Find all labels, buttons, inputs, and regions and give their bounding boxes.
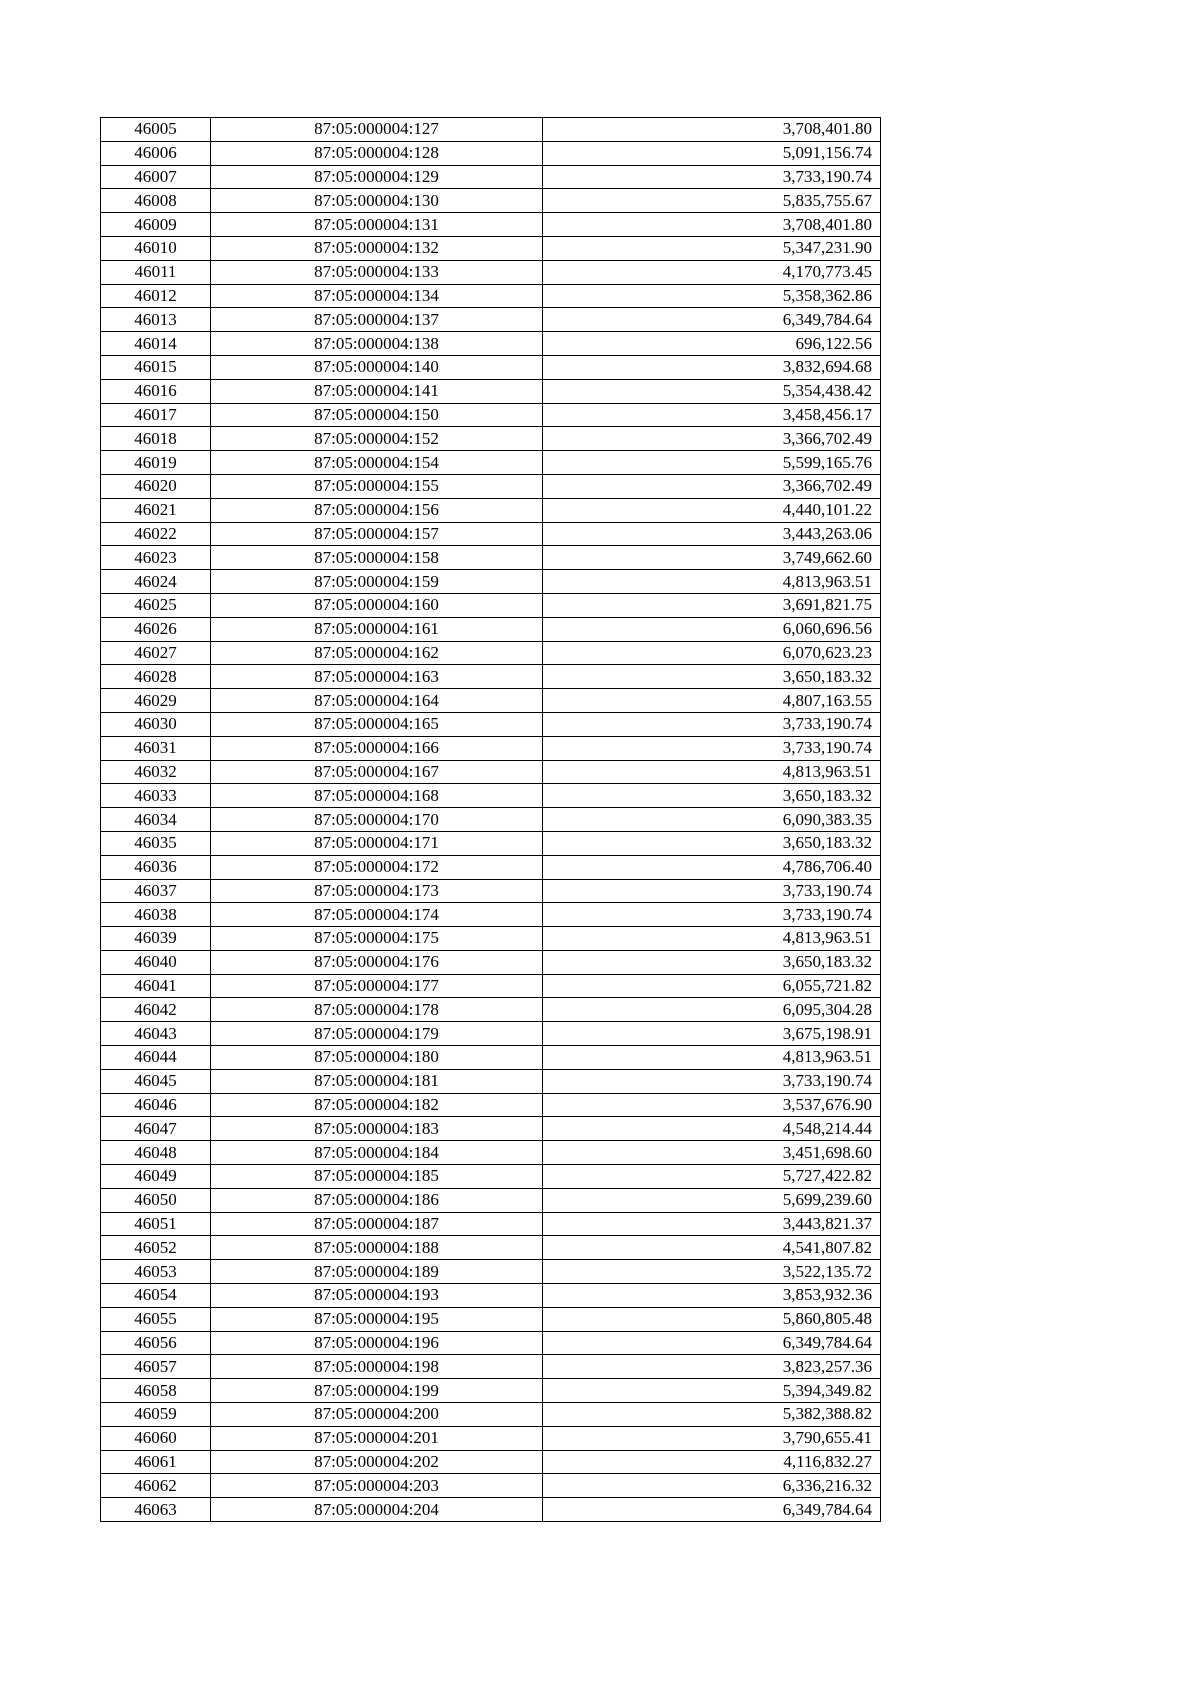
table-row	[101, 1379, 881, 1403]
cadastral-number-cell: 87:05:000004:150	[211, 403, 543, 427]
cadastral-number-cell: 87:05:000004:173	[211, 879, 543, 903]
table-row	[101, 1022, 881, 1046]
row-number-cell: 46032	[101, 760, 211, 784]
cadastral-number-cell: 87:05:000004:166	[211, 736, 543, 760]
row-number-cell: 46017	[101, 403, 211, 427]
cadastral-number-cell: 87:05:000004:163	[211, 665, 543, 689]
table-row	[101, 570, 881, 594]
value-cell: 5,358,362.86	[543, 284, 881, 308]
cadastral-number-cell: 87:05:000004:152	[211, 427, 543, 451]
row-number-cell: 46049	[101, 1165, 211, 1189]
table-row	[101, 736, 881, 760]
value-cell: 6,349,784.64	[543, 308, 881, 332]
row-number-cell: 46036	[101, 855, 211, 879]
table-row	[101, 879, 881, 903]
row-number-cell: 46052	[101, 1236, 211, 1260]
cadastral-number-cell: 87:05:000004:177	[211, 974, 543, 998]
value-cell: 3,749,662.60	[543, 546, 881, 570]
cadastral-number-cell: 87:05:000004:171	[211, 831, 543, 855]
cadastral-number-cell: 87:05:000004:129	[211, 165, 543, 189]
cadastral-number-cell: 87:05:000004:158	[211, 546, 543, 570]
cadastral-number-cell: 87:05:000004:199	[211, 1379, 543, 1403]
table-body	[101, 118, 881, 1522]
cadastral-number-cell: 87:05:000004:131	[211, 213, 543, 237]
table-row	[101, 665, 881, 689]
cadastral-number-cell: 87:05:000004:141	[211, 379, 543, 403]
row-number-cell: 46058	[101, 1379, 211, 1403]
table-row	[101, 427, 881, 451]
cadastral-number-cell: 87:05:000004:185	[211, 1165, 543, 1189]
row-number-cell: 46059	[101, 1403, 211, 1427]
row-number-cell: 46030	[101, 712, 211, 736]
cadastral-number-cell: 87:05:000004:167	[211, 760, 543, 784]
value-cell: 5,835,755.67	[543, 189, 881, 213]
table-row	[101, 1307, 881, 1331]
value-cell: 6,070,623.23	[543, 641, 881, 665]
table-row	[101, 1426, 881, 1450]
row-number-cell: 46034	[101, 808, 211, 832]
value-cell: 3,832,694.68	[543, 355, 881, 379]
table-row	[101, 474, 881, 498]
value-cell: 6,055,721.82	[543, 974, 881, 998]
cadastral-number-cell: 87:05:000004:193	[211, 1284, 543, 1308]
value-cell: 3,853,932.36	[543, 1284, 881, 1308]
row-number-cell: 46039	[101, 927, 211, 951]
value-cell: 6,349,784.64	[543, 1331, 881, 1355]
cadastral-number-cell: 87:05:000004:155	[211, 474, 543, 498]
row-number-cell: 46010	[101, 236, 211, 260]
row-number-cell: 46051	[101, 1212, 211, 1236]
value-cell: 3,733,190.74	[543, 736, 881, 760]
row-number-cell: 46016	[101, 379, 211, 403]
cadastral-number-cell: 87:05:000004:176	[211, 950, 543, 974]
table-row	[101, 1331, 881, 1355]
value-cell: 696,122.56	[543, 332, 881, 356]
table-row	[101, 950, 881, 974]
value-cell: 3,823,257.36	[543, 1355, 881, 1379]
value-cell: 6,095,304.28	[543, 998, 881, 1022]
row-number-cell: 46045	[101, 1069, 211, 1093]
cadastral-number-cell: 87:05:000004:172	[211, 855, 543, 879]
table-row	[101, 355, 881, 379]
value-cell: 5,599,165.76	[543, 451, 881, 475]
value-cell: 3,443,821.37	[543, 1212, 881, 1236]
value-cell: 6,349,784.64	[543, 1498, 881, 1522]
cadastral-number-cell: 87:05:000004:160	[211, 593, 543, 617]
table-row	[101, 1069, 881, 1093]
table-row	[101, 403, 881, 427]
table-row	[101, 118, 881, 142]
table-row	[101, 236, 881, 260]
table-row	[101, 141, 881, 165]
table-row	[101, 332, 881, 356]
table-row	[101, 546, 881, 570]
cadastral-number-cell: 87:05:000004:174	[211, 903, 543, 927]
table-row	[101, 1212, 881, 1236]
table-row	[101, 1355, 881, 1379]
row-number-cell: 46050	[101, 1188, 211, 1212]
value-cell: 3,733,190.74	[543, 1069, 881, 1093]
cadastral-number-cell: 87:05:000004:168	[211, 784, 543, 808]
cadastral-number-cell: 87:05:000004:180	[211, 1046, 543, 1070]
cadastral-value-table	[100, 117, 881, 1522]
row-number-cell: 46006	[101, 141, 211, 165]
table-row	[101, 1260, 881, 1284]
cadastral-number-cell: 87:05:000004:179	[211, 1022, 543, 1046]
value-cell: 3,691,821.75	[543, 593, 881, 617]
table-row	[101, 903, 881, 927]
table-row	[101, 213, 881, 237]
value-cell: 6,090,383.35	[543, 808, 881, 832]
value-cell: 4,786,706.40	[543, 855, 881, 879]
cadastral-number-cell: 87:05:000004:178	[211, 998, 543, 1022]
cadastral-number-cell: 87:05:000004:132	[211, 236, 543, 260]
cadastral-number-cell: 87:05:000004:162	[211, 641, 543, 665]
row-number-cell: 46037	[101, 879, 211, 903]
value-cell: 3,650,183.32	[543, 831, 881, 855]
value-cell: 3,458,456.17	[543, 403, 881, 427]
value-cell: 3,733,190.74	[543, 712, 881, 736]
row-number-cell: 46031	[101, 736, 211, 760]
table-row	[101, 284, 881, 308]
value-cell: 4,813,963.51	[543, 927, 881, 951]
value-cell: 3,708,401.80	[543, 118, 881, 142]
row-number-cell: 46038	[101, 903, 211, 927]
table-row	[101, 998, 881, 1022]
cadastral-number-cell: 87:05:000004:175	[211, 927, 543, 951]
row-number-cell: 46054	[101, 1284, 211, 1308]
value-cell: 4,116,832.27	[543, 1450, 881, 1474]
row-number-cell: 46056	[101, 1331, 211, 1355]
cadastral-number-cell: 87:05:000004:130	[211, 189, 543, 213]
cadastral-number-cell: 87:05:000004:134	[211, 284, 543, 308]
cadastral-number-cell: 87:05:000004:154	[211, 451, 543, 475]
row-number-cell: 46018	[101, 427, 211, 451]
value-cell: 4,813,963.51	[543, 1046, 881, 1070]
cadastral-number-cell: 87:05:000004:164	[211, 689, 543, 713]
cadastral-number-cell: 87:05:000004:181	[211, 1069, 543, 1093]
value-cell: 3,790,655.41	[543, 1426, 881, 1450]
cadastral-number-cell: 87:05:000004:183	[211, 1117, 543, 1141]
value-cell: 3,650,183.32	[543, 784, 881, 808]
row-number-cell: 46019	[101, 451, 211, 475]
row-number-cell: 46042	[101, 998, 211, 1022]
row-number-cell: 46043	[101, 1022, 211, 1046]
table-row	[101, 451, 881, 475]
table-row	[101, 808, 881, 832]
value-cell: 3,522,135.72	[543, 1260, 881, 1284]
value-cell: 4,440,101.22	[543, 498, 881, 522]
table-row	[101, 379, 881, 403]
table-row	[101, 1403, 881, 1427]
row-number-cell: 46057	[101, 1355, 211, 1379]
value-cell: 6,336,216.32	[543, 1474, 881, 1498]
cadastral-number-cell: 87:05:000004:159	[211, 570, 543, 594]
value-cell: 3,650,183.32	[543, 665, 881, 689]
table-row	[101, 689, 881, 713]
value-cell: 3,366,702.49	[543, 427, 881, 451]
row-number-cell: 46005	[101, 118, 211, 142]
cadastral-number-cell: 87:05:000004:187	[211, 1212, 543, 1236]
value-cell: 5,091,156.74	[543, 141, 881, 165]
cadastral-number-cell: 87:05:000004:203	[211, 1474, 543, 1498]
row-number-cell: 46040	[101, 950, 211, 974]
row-number-cell: 46021	[101, 498, 211, 522]
row-number-cell: 46014	[101, 332, 211, 356]
cadastral-number-cell: 87:05:000004:195	[211, 1307, 543, 1331]
row-number-cell: 46035	[101, 831, 211, 855]
cadastral-number-cell: 87:05:000004:201	[211, 1426, 543, 1450]
row-number-cell: 46053	[101, 1260, 211, 1284]
table-row	[101, 522, 881, 546]
value-cell: 3,451,698.60	[543, 1141, 881, 1165]
row-number-cell: 46020	[101, 474, 211, 498]
table-row	[101, 712, 881, 736]
table-row	[101, 1188, 881, 1212]
row-number-cell: 46013	[101, 308, 211, 332]
table-row	[101, 1284, 881, 1308]
value-cell: 3,366,702.49	[543, 474, 881, 498]
table-row	[101, 855, 881, 879]
row-number-cell: 46026	[101, 617, 211, 641]
row-number-cell: 46027	[101, 641, 211, 665]
cadastral-number-cell: 87:05:000004:138	[211, 332, 543, 356]
value-cell: 4,541,807.82	[543, 1236, 881, 1260]
cadastral-number-cell: 87:05:000004:165	[211, 712, 543, 736]
row-number-cell: 46046	[101, 1093, 211, 1117]
table-row	[101, 1474, 881, 1498]
table-row	[101, 760, 881, 784]
table-row	[101, 1141, 881, 1165]
table-row	[101, 974, 881, 998]
value-cell: 3,675,198.91	[543, 1022, 881, 1046]
value-cell: 5,727,422.82	[543, 1165, 881, 1189]
cadastral-number-cell: 87:05:000004:196	[211, 1331, 543, 1355]
value-cell: 5,860,805.48	[543, 1307, 881, 1331]
cadastral-number-cell: 87:05:000004:140	[211, 355, 543, 379]
row-number-cell: 46023	[101, 546, 211, 570]
cadastral-number-cell: 87:05:000004:189	[211, 1260, 543, 1284]
cadastral-number-cell: 87:05:000004:161	[211, 617, 543, 641]
cadastral-number-cell: 87:05:000004:202	[211, 1450, 543, 1474]
table-row	[101, 1093, 881, 1117]
table-row	[101, 1117, 881, 1141]
row-number-cell: 46041	[101, 974, 211, 998]
value-cell: 5,699,239.60	[543, 1188, 881, 1212]
row-number-cell: 46062	[101, 1474, 211, 1498]
row-number-cell: 46047	[101, 1117, 211, 1141]
row-number-cell: 46044	[101, 1046, 211, 1070]
value-cell: 3,733,190.74	[543, 879, 881, 903]
table-row	[101, 617, 881, 641]
row-number-cell: 46008	[101, 189, 211, 213]
table-row	[101, 189, 881, 213]
cadastral-number-cell: 87:05:000004:188	[211, 1236, 543, 1260]
table-row	[101, 498, 881, 522]
cadastral-number-cell: 87:05:000004:204	[211, 1498, 543, 1522]
table-row	[101, 641, 881, 665]
value-cell: 6,060,696.56	[543, 617, 881, 641]
table-row	[101, 784, 881, 808]
row-number-cell: 46025	[101, 593, 211, 617]
cadastral-number-cell: 87:05:000004:137	[211, 308, 543, 332]
cadastral-number-cell: 87:05:000004:133	[211, 260, 543, 284]
cadastral-number-cell: 87:05:000004:200	[211, 1403, 543, 1427]
table-row	[101, 1450, 881, 1474]
value-cell: 4,813,963.51	[543, 760, 881, 784]
value-cell: 4,170,773.45	[543, 260, 881, 284]
row-number-cell: 46061	[101, 1450, 211, 1474]
cadastral-number-cell: 87:05:000004:128	[211, 141, 543, 165]
table-row	[101, 831, 881, 855]
value-cell: 3,537,676.90	[543, 1093, 881, 1117]
value-cell: 5,382,388.82	[543, 1403, 881, 1427]
table-row	[101, 165, 881, 189]
cadastral-number-cell: 87:05:000004:184	[211, 1141, 543, 1165]
table-row	[101, 927, 881, 951]
value-cell: 3,650,183.32	[543, 950, 881, 974]
value-cell: 5,347,231.90	[543, 236, 881, 260]
table-row	[101, 308, 881, 332]
row-number-cell: 46055	[101, 1307, 211, 1331]
table-row	[101, 1236, 881, 1260]
row-number-cell: 46028	[101, 665, 211, 689]
cadastral-number-cell: 87:05:000004:198	[211, 1355, 543, 1379]
value-cell: 3,443,263.06	[543, 522, 881, 546]
value-cell: 5,394,349.82	[543, 1379, 881, 1403]
row-number-cell: 46024	[101, 570, 211, 594]
row-number-cell: 46022	[101, 522, 211, 546]
cadastral-number-cell: 87:05:000004:182	[211, 1093, 543, 1117]
cadastral-number-cell: 87:05:000004:157	[211, 522, 543, 546]
table-row	[101, 1498, 881, 1522]
value-cell: 5,354,438.42	[543, 379, 881, 403]
row-number-cell: 46033	[101, 784, 211, 808]
row-number-cell: 46048	[101, 1141, 211, 1165]
value-cell: 3,708,401.80	[543, 213, 881, 237]
row-number-cell: 46007	[101, 165, 211, 189]
value-cell: 3,733,190.74	[543, 903, 881, 927]
row-number-cell: 46011	[101, 260, 211, 284]
row-number-cell: 46029	[101, 689, 211, 713]
cadastral-number-cell: 87:05:000004:170	[211, 808, 543, 832]
value-cell: 4,548,214.44	[543, 1117, 881, 1141]
value-cell: 4,813,963.51	[543, 570, 881, 594]
row-number-cell: 46060	[101, 1426, 211, 1450]
cadastral-number-cell: 87:05:000004:127	[211, 118, 543, 142]
row-number-cell: 46015	[101, 355, 211, 379]
table-row	[101, 260, 881, 284]
cadastral-number-cell: 87:05:000004:186	[211, 1188, 543, 1212]
value-cell: 4,807,163.55	[543, 689, 881, 713]
table-row	[101, 1165, 881, 1189]
cadastral-number-cell: 87:05:000004:156	[211, 498, 543, 522]
value-cell: 3,733,190.74	[543, 165, 881, 189]
table-row	[101, 1046, 881, 1070]
row-number-cell: 46063	[101, 1498, 211, 1522]
row-number-cell: 46009	[101, 213, 211, 237]
row-number-cell: 46012	[101, 284, 211, 308]
table-row	[101, 593, 881, 617]
